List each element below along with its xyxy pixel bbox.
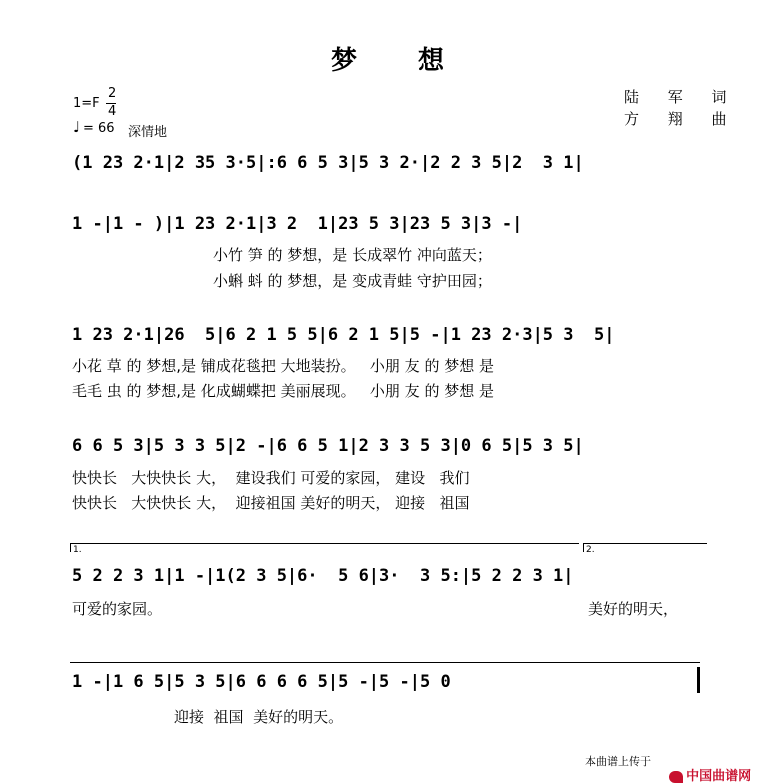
- system-5-lyric-ending-1: 可爱的家园。: [72, 600, 163, 618]
- system-1-notes: (1 23 2·1|2 35 3·5|:6 6 5 3|5 3 2·|2 2 3 5|2 3 1|: [72, 153, 584, 173]
- volta-number-2: 2.: [586, 545, 595, 555]
- system-4-notes: 6 6 5 3|5 3 3 5|2 -|6 6 5 1|2 3 3 5 3|0 6 5|5 3 5|: [72, 436, 584, 456]
- system-6-notes: 1 -|1 6 5|5 3 5|6 6 6 6 5|5 -|5 -|5 0: [72, 672, 451, 692]
- time-signature-numerator: 2: [108, 86, 117, 101]
- lyricist-credit: 陆 军 词: [624, 88, 739, 106]
- system-6-slur-line: [70, 662, 700, 663]
- time-signature-denominator: 4: [108, 104, 117, 119]
- system-2-notes: 1 -|1 - )|1 23 2·1|3 2 1|23 5 3|23 5 3|3 -|: [72, 214, 523, 234]
- volta-bracket-2: [583, 543, 707, 552]
- site-logo: [660, 750, 751, 784]
- system-3-notes: 1 23 2·1|26 5|6 2 1 5 5|6 2 1 5|5 -|1 23 2·3|5 3 5|: [72, 325, 615, 345]
- system-6-lyric: 迎接 祖国 美好的明天。: [174, 708, 344, 726]
- system-3-lyric-verse-1: 小花 草 的 梦想,是 铺成花毯把 大地装扮。 小朋 友 的 梦想 是: [72, 357, 494, 375]
- system-5-lyric-ending-2: 美好的明天，: [588, 600, 679, 618]
- site-logo-icon: [669, 771, 683, 783]
- system-4-lyric-verse-2: 快快长 大快快长 大， 迎接祖国 美好的明天， 迎接 祖国: [72, 494, 470, 512]
- site-logo-text: 中国曲谱网: [686, 769, 752, 784]
- page-title: 梦 想: [331, 46, 471, 76]
- system-3-lyric-verse-2: 毛毛 虫 的 梦想,是 化成蝴蝶把 美丽展现。 小朋 友 的 梦想 是: [72, 382, 494, 400]
- system-5-notes: 5 2 2 3 1|1 -|1(2 3 5|6· 5 6|3· 3 5:|5 2 2 3 1|: [72, 566, 574, 586]
- composer-credit: 方 翔 曲: [624, 110, 739, 128]
- footer-upload-note: 本曲谱上传于: [585, 755, 651, 768]
- system-2-lyric-verse-1: 小竹 笋 的 梦想，是 长成翠竹 冲向蓝天；: [213, 246, 492, 264]
- final-barline: [697, 667, 700, 693]
- tempo: = 66: [83, 121, 115, 136]
- volta-bracket-1: [70, 543, 579, 552]
- volta-number-1: 1.: [73, 545, 82, 555]
- quarter-note-icon: ♩: [73, 118, 81, 136]
- expression-marking: 深情地: [128, 125, 168, 140]
- key-signature: 1=F: [73, 96, 100, 111]
- system-4-lyric-verse-1: 快快长 大快快长 大， 建设我们 可爱的家园， 建设 我们: [72, 469, 470, 487]
- system-2-lyric-verse-2: 小蝌 蚪 的 梦想，是 变成青蛙 守护田园；: [213, 272, 492, 290]
